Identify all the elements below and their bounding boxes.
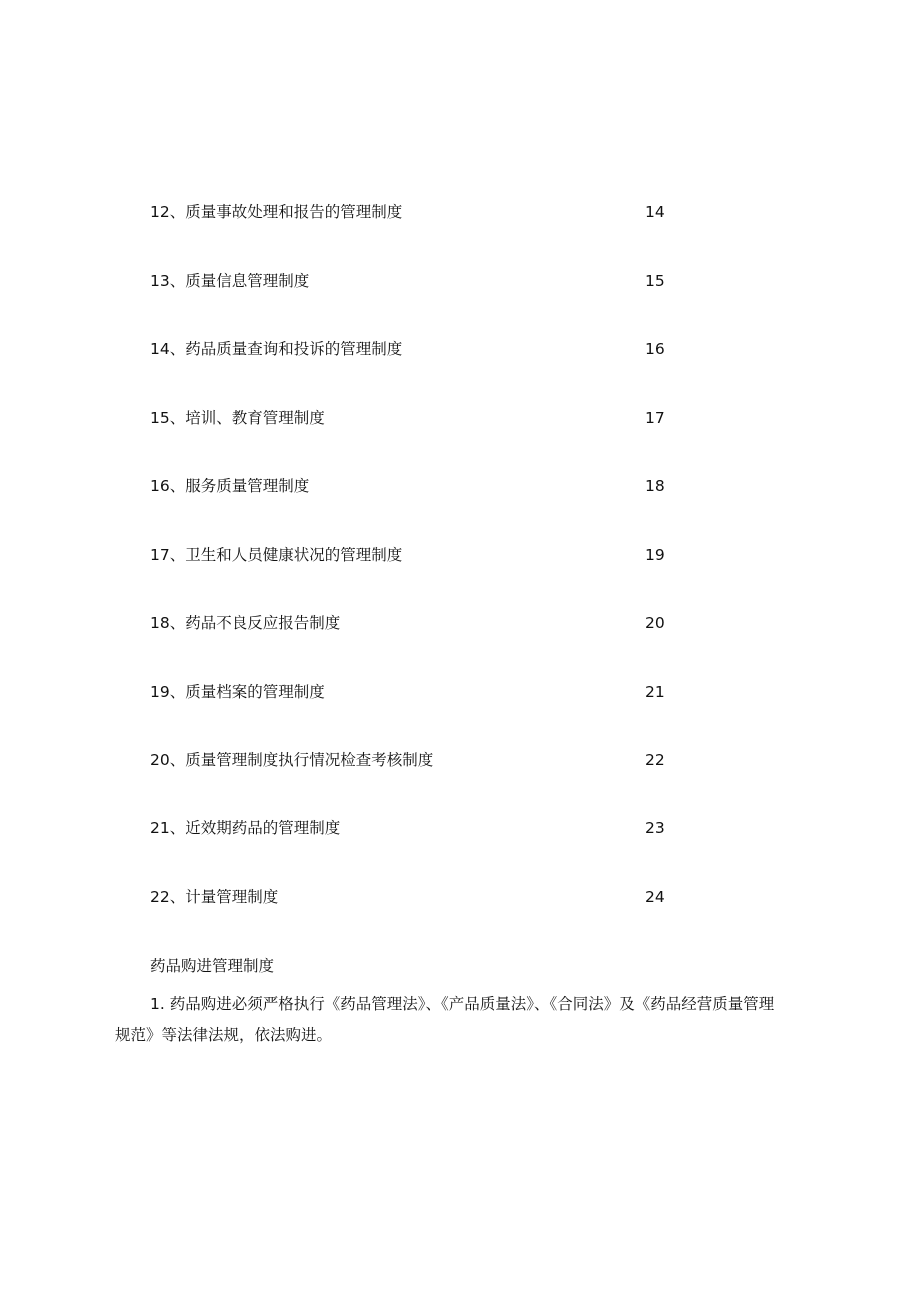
body-paragraph: 1. 药品购进必须严格执行《药品管理法》、《产品质量法》、《合同法》及《药品经营质量管理规范》等法律法规，依法购进。 [115,995,775,1044]
toc-entry [0,885,920,909]
toc-entry-title: 22、计量管理制度 [150,888,279,906]
toc-entry-title: 19、质量档案的管理制度 [150,683,325,701]
toc-entry-page: 23 [645,819,665,837]
toc-entry-page: 14 [645,203,665,221]
toc-entry [0,406,920,430]
toc-entry-page: 15 [645,272,665,290]
toc-entry [0,748,920,772]
toc-entry-page: 22 [645,751,665,769]
toc-entry [0,337,920,361]
toc-entry [0,680,920,704]
toc-entry [0,474,920,498]
toc-entry-page: 19 [645,546,665,564]
toc-entry-title: 18、药品不良反应报告制度 [150,614,341,632]
toc-entry-title: 15、培训、教育管理制度 [150,409,325,427]
toc-entry [0,543,920,567]
toc-entry-page: 18 [645,477,665,495]
toc-entry [0,816,920,840]
toc-entry [0,611,920,635]
toc-entry-title: 13、质量信息管理制度 [150,272,310,290]
toc-entry-title: 17、卫生和人员健康状况的管理制度 [150,546,403,564]
section-heading: 药品购进管理制度 [150,957,275,975]
toc-entry-page: 24 [645,888,665,906]
toc-entry-page: 21 [645,683,665,701]
toc-entry-title: 16、服务质量管理制度 [150,477,310,495]
toc-entry-title: 21、近效期药品的管理制度 [150,819,341,837]
toc-entry [0,200,920,224]
toc-entry [0,269,920,293]
toc-entry-title: 14、药品质量查询和投诉的管理制度 [150,340,403,358]
toc-entry-title: 20、质量管理制度执行情况检查考核制度 [150,751,434,769]
toc-entry-title: 12、质量事故处理和报告的管理制度 [150,203,403,221]
toc-entry-page: 16 [645,340,665,358]
toc-entry-page: 17 [645,409,665,427]
toc-entry-page: 20 [645,614,665,632]
